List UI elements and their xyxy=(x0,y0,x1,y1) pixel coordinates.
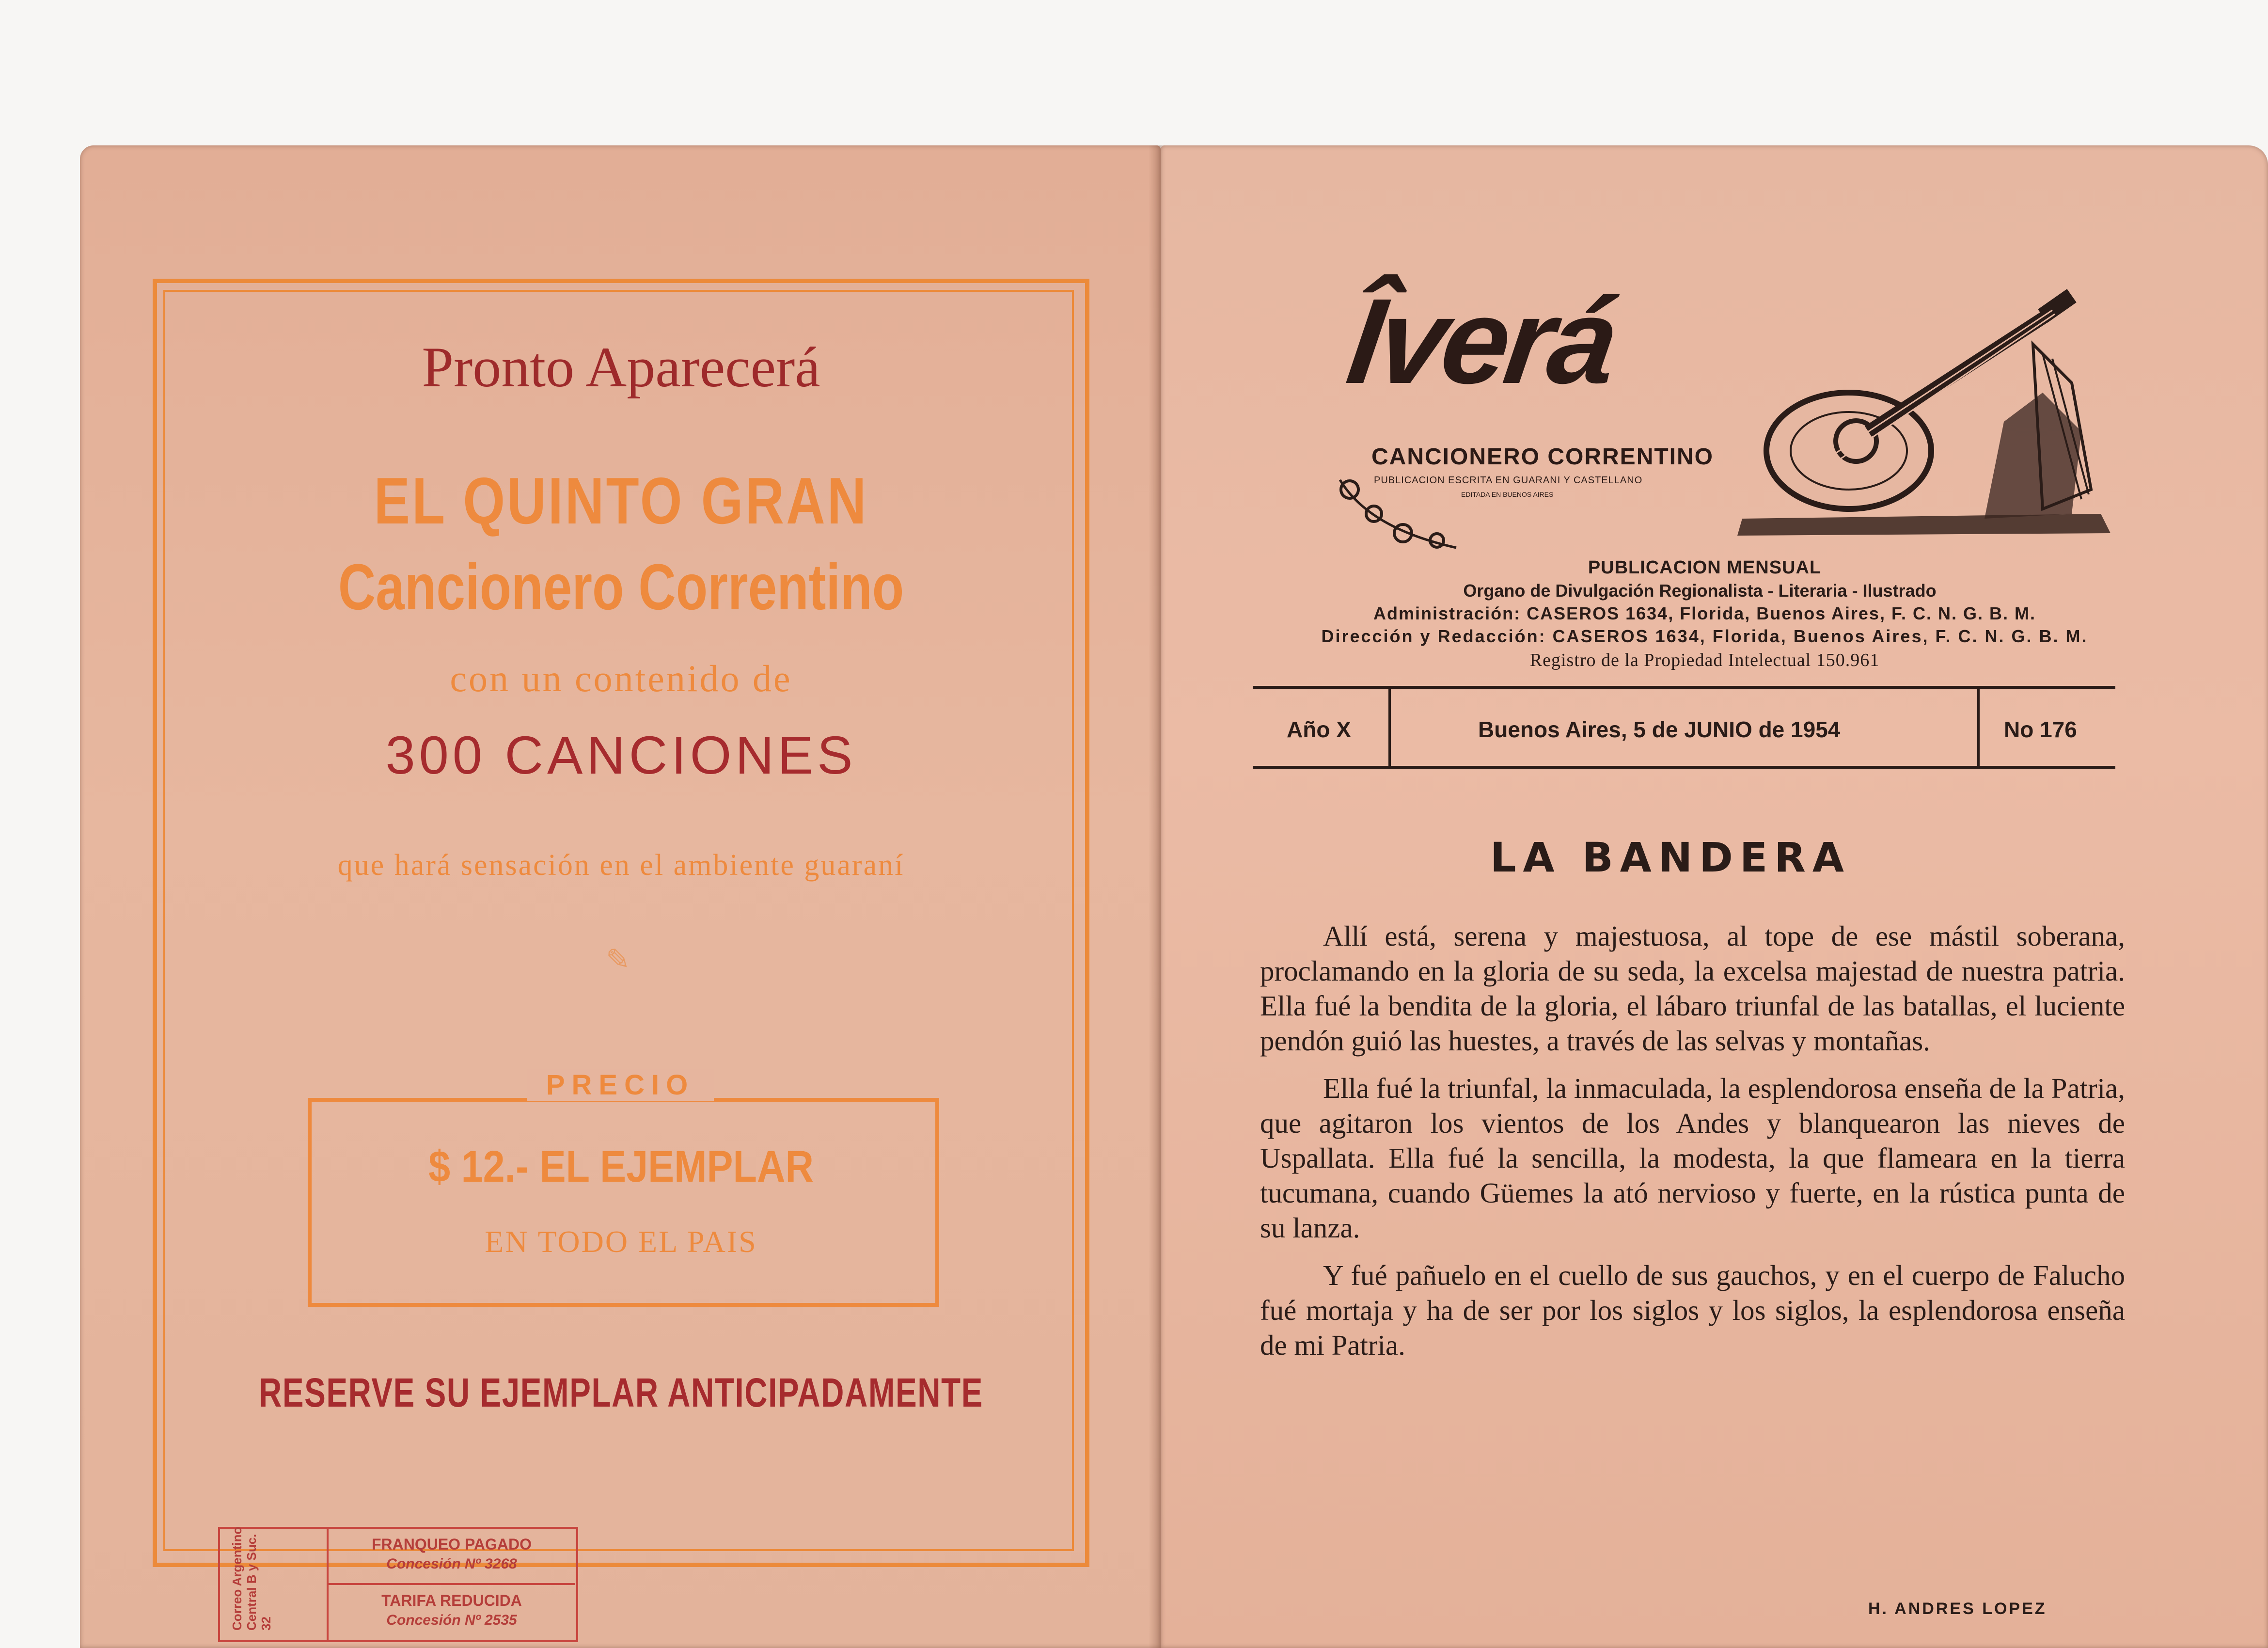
masthead-type: PUBLICACION MENSUAL xyxy=(1588,557,1822,578)
article-title: LA BANDERA xyxy=(1490,834,1851,881)
postage-side-block xyxy=(220,1526,329,1640)
postage-divider xyxy=(329,1583,575,1585)
issue-date: Buenos Aires, 5 de JUNIO de 1954 xyxy=(1478,717,1841,742)
postage-tarifa: TARIFA REDUCIDA xyxy=(381,1592,522,1609)
right-page-content xyxy=(1161,145,2268,1648)
postage-franqueo: FRANQUEO PAGADO xyxy=(371,1536,532,1553)
price-scope: EN TODO EL PAIS xyxy=(485,1224,757,1259)
ad-content-line: con un contenido de xyxy=(450,657,792,699)
ad-title-line2: Cancionero Correntino xyxy=(338,551,904,623)
ornament-icon: ✎ xyxy=(606,944,630,976)
article-author: H. ANDRES LOPEZ xyxy=(1868,1600,2047,1618)
advertisement xyxy=(153,279,1089,1567)
issue-divider-2 xyxy=(1977,689,1980,766)
logo-note-2: EDITADA EN BUENOS AIRES xyxy=(1461,491,1554,498)
article-paragraph: Y fué pañuelo en el cuello de sus gauchos, y en el cuerpo de Falucho fué mortaja y ha de ser por los siglos y los siglos, la esplendorosa enseña de mi Patria. xyxy=(1260,1259,2125,1361)
ad-title-line1: EL QUINTO GRAN xyxy=(374,464,868,538)
masthead-admin: Administración: CASEROS 1634, Florida, Buenos Aires, F. C. N. G. B. M. xyxy=(1373,603,2036,623)
postage-side-text: Correo Argentino Central B y Suc. 32 xyxy=(230,1526,273,1631)
issue-bar-bottom xyxy=(1253,766,2115,769)
ad-headline: Pronto Aparecerá xyxy=(422,335,820,399)
postage-tarifa-concesion: Concesión Nº 2535 xyxy=(386,1612,517,1628)
masthead-organ: Organo de Divulgación Regionalista - Literaria - Ilustrado xyxy=(1463,581,1937,601)
article-body xyxy=(1260,919,2125,1375)
issue-number: No 176 xyxy=(2004,717,2077,742)
issue-divider-1 xyxy=(1388,689,1391,766)
masthead-editorial: Dirección y Redacción: CASEROS 1634, Florida, Buenos Aires, F. C. N. G. B. M. xyxy=(1321,626,2088,646)
article-paragraph: Allí está, serena y majestuosa, al tope de ese mástil soberana, proclamando en la gloria de su seda, la excelsa majestad de nuestra patria. Ella fué la bendita de la gloria, el lábaro triunfal de las batallas, el luciente pendón guió las huestes, a través de las selvas y montañas. xyxy=(1260,920,2125,1057)
price-box xyxy=(308,1098,939,1307)
price-heading: PRECIO xyxy=(527,1069,714,1101)
article-paragraph: Ella fué la triunfal, la inmaculada, la esplendorosa enseña de la Patria, que agitaron los vientos de los Andes y blanquearon las nieves de Uspallata. Ella fué la sencilla, la modesta, la que flameara en la tierra tucumana, cuando Güemes la ató nervioso y fuerte, en la rústica punta de su lanza. xyxy=(1260,1072,2125,1244)
ad-songs-count: 300 CANCIONES xyxy=(385,726,857,785)
masthead-registry: Registro de la Propiedad Intelectual 150.961 xyxy=(1529,650,1880,670)
logo-subtitle: CANCIONERO CORRENTINO xyxy=(1371,444,1714,470)
postage-stamp xyxy=(218,1527,578,1642)
magazine-logo: Îverá xyxy=(1340,273,1623,409)
price-heading-wrap xyxy=(380,1069,860,1112)
issue-year: Año X xyxy=(1287,717,1351,742)
price-value: $ 12.- EL EJEMPLAR xyxy=(428,1142,814,1191)
issue-bar-top xyxy=(1253,686,2115,689)
reserve-notice: RESERVE SU EJEMPLAR ANTICIPADAMENTE xyxy=(258,1370,984,1415)
ad-tagline: que hará sensación en el ambiente guaraní xyxy=(337,849,905,882)
flowers-illustration-icon xyxy=(1330,460,1476,557)
postage-franqueo-concesion: Concesión Nº 3268 xyxy=(386,1556,517,1572)
guitar-illustration-icon xyxy=(1732,286,2120,538)
logo-note: PUBLICACION ESCRITA EN GUARANI Y CASTELLANO xyxy=(1374,475,1643,486)
